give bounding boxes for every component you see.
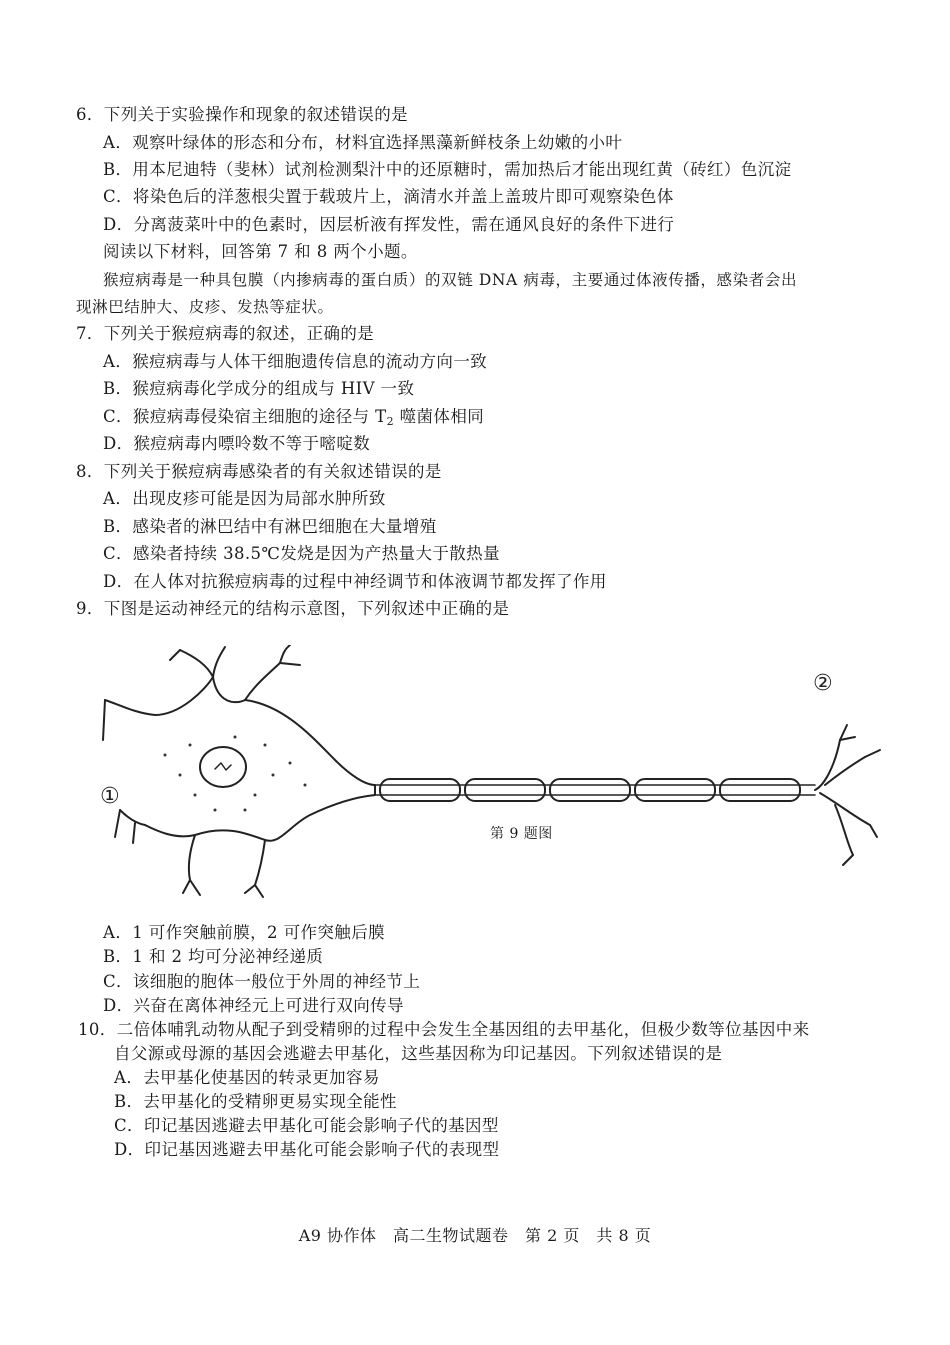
page-footer: A9 协作体 高二生物试题卷 第 2 页 共 8 页 <box>298 1226 652 1245</box>
dendrite <box>183 880 190 893</box>
question-7-option-c-text: C．猴痘病毒侵染宿主细胞的途径与 T <box>103 407 387 426</box>
dendrite <box>255 840 265 885</box>
question-9-stem: 9．下图是运动神经元的结构示意图，下列叙述中正确的是 <box>76 599 510 618</box>
question-9-option-a: A．1 可作突触前膜，2 可作突触后膜 <box>103 923 386 942</box>
reading-material-line-2: 现淋巴结肿大、皮疹、发热等症状。 <box>76 298 334 316</box>
question-7-option-c <box>103 405 484 434</box>
question-6-stem: 6．下列关于实验操作和现象的叙述错误的是 <box>76 105 408 124</box>
axon-terminal <box>840 725 847 740</box>
dendrite <box>245 885 255 893</box>
myelin-sheath <box>380 779 460 801</box>
dendrite <box>280 645 290 663</box>
axon-terminal <box>865 750 880 757</box>
myelin-sheath <box>635 779 715 801</box>
question-6-option-b: B．用本尼迪特（斐林）试剂检测梨汁中的还原糖时，需加热后才能出现红黄（砖红）色沉淀 <box>103 160 792 179</box>
reading-material-line-1: 猴痘病毒是一种具包膜（内掺病毒的蛋白质）的双链 DNA 病毒，主要通过体液传播，感染者会出 <box>103 271 798 289</box>
question-8-option-a: A．出现皮疹可能是因为局部水肿所致 <box>103 489 386 508</box>
dendrite <box>213 647 225 677</box>
question-8-option-b: B．感染者的淋巴结中有淋巴细胞在大量增殖 <box>103 517 437 536</box>
question-10-option-a: A．去甲基化使基因的转录更加容易 <box>114 1068 380 1087</box>
dendrite <box>103 700 105 740</box>
dendrite <box>133 823 135 843</box>
question-8-option-d: D．在人体对抗猴痘病毒的过程中神经调节和体液调节都发挥了作用 <box>103 572 607 591</box>
question-7-option-a: A．猴痘病毒与人体干细胞遗传信息的流动方向一致 <box>103 352 488 371</box>
question-6-option-d: D．分离菠菜叶中的色素时，因层析液有挥发性，需在通风良好的条件下进行 <box>103 215 675 234</box>
myelin-sheath <box>720 779 800 801</box>
question-8-option-c: C．感染者持续 38.5℃发烧是因为产热量大于散热量 <box>103 544 500 563</box>
question-10-stem-line-1: 10．二倍体哺乳动物从配子到受精卵的过程中会发生全基因组的去甲基化，但极少数等位基因中来 <box>78 1020 810 1039</box>
axon-terminal <box>843 855 853 865</box>
dendrite <box>170 650 180 660</box>
question-7-stem: 7．下列关于猴痘病毒的叙述，正确的是 <box>76 324 375 343</box>
cytoplasm-granules <box>164 736 307 812</box>
question-9-option-b: B．1 和 2 均可分泌神经递质 <box>103 947 324 966</box>
question-9-option-d: D．兴奋在离体神经元上可进行双向传导 <box>103 996 404 1015</box>
question-10-option-b: B．去甲基化的受精卵更易实现全能性 <box>114 1092 397 1111</box>
dendrite <box>189 835 195 880</box>
dendrite <box>120 810 145 825</box>
question-6-option-a: A．观察叶绿体的形态和分布，材料宜选择黑藻新鲜枝条上幼嫩的小叶 <box>103 133 623 152</box>
label-2: ② <box>813 671 833 696</box>
axon-terminal <box>820 793 870 825</box>
figure-caption: 第 9 题图 <box>490 826 553 842</box>
reading-intro: 阅读以下材料，回答第 7 和 8 两个小题。 <box>103 242 418 261</box>
question-10-option-c: C．印记基因逃避去甲基化可能会影响子代的基因型 <box>114 1116 499 1135</box>
motor-neuron-diagram <box>95 645 885 905</box>
question-7-option-b: B．猴痘病毒化学成分的组成与 HIV 一致 <box>103 379 415 398</box>
question-10-option-d: D．印记基因逃避去甲基化可能会影响子代的表现型 <box>114 1140 500 1159</box>
question-9-option-c: C．该细胞的胞体一般位于外周的神经节上 <box>103 972 421 991</box>
myelin-sheath <box>550 779 630 801</box>
axon-terminal <box>870 825 877 837</box>
label-1: ① <box>100 784 120 809</box>
cell-body-outline <box>145 677 375 841</box>
question-6-option-c: C．将染色后的洋葱根尖置于载玻片上，滴清水并盖上盖玻片即可观察染色体 <box>103 187 674 206</box>
dendrite <box>190 880 200 895</box>
question-7-option-c-subscript: 2 <box>386 415 394 428</box>
dendrite <box>245 663 280 700</box>
question-7-option-c-text-end: 噬菌体相同 <box>393 407 485 426</box>
dendrite <box>180 650 213 677</box>
dendrite <box>105 700 155 715</box>
dendrite <box>280 663 300 665</box>
myelin-sheath <box>465 779 545 801</box>
question-8-stem: 8．下列关于猴痘病毒感染者的有关叙述错误的是 <box>76 462 442 481</box>
dendrite <box>115 810 120 837</box>
dendrite <box>255 885 263 897</box>
question-10-stem-line-2: 自父源或母源的基因会逃避去甲基化，这些基因称为印记基因。下列叙述错误的是 <box>114 1044 723 1063</box>
question-7-option-d: D．猴痘病毒内嘌呤数不等于嘧啶数 <box>103 434 371 453</box>
